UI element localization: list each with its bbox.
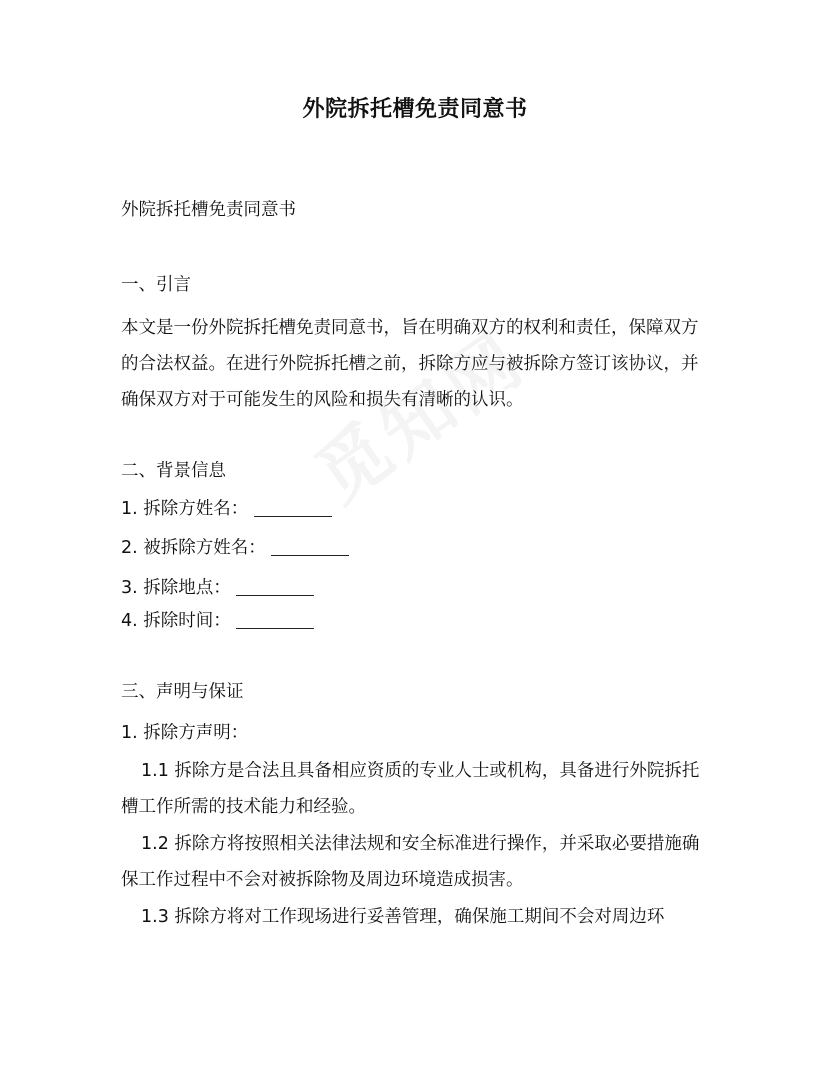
- clause-1-1: 1.1 拆除方是合法且具备相应资质的专业人士或机构，具备进行外院拆托槽工作所需的技术能力和经验。: [121, 761, 700, 817]
- blank-line: [236, 610, 314, 629]
- field-label: 1. 拆除方姓名：: [121, 499, 249, 519]
- clause-1-3: 1.3 拆除方将对工作现场进行妥善管理，确保施工期间不会对周边环: [141, 907, 665, 927]
- section1-heading: 一、引言: [121, 275, 191, 295]
- field-label: 4. 拆除时间：: [121, 611, 231, 631]
- field-time: [121, 609, 314, 633]
- blank-line: [254, 498, 332, 517]
- section3-item1-heading: 1. 拆除方声明：: [121, 723, 249, 743]
- document-subtitle: 外院拆托槽免责同意书: [121, 200, 296, 220]
- field-label: 3. 拆除地点：: [121, 578, 231, 598]
- blank-line: [236, 577, 314, 596]
- field-removed-name: [121, 536, 349, 560]
- clause-1-2: 1.2 拆除方将按照相关法律法规和安全标准进行操作，并采取必要措施确保工作过程中不会对被拆除物及周边环境造成损害。: [121, 834, 700, 890]
- section3-heading: 三、声明与保证: [121, 682, 244, 702]
- blank-line: [271, 537, 349, 556]
- field-remover-name: [121, 497, 332, 521]
- section1-body: 本文是一份外院拆托槽免责同意书，旨在明确双方的权利和责任，保障双方的合法权益。在进行外院拆托槽之前，拆除方应与被拆除方签订该协议，并确保双方对于可能发生的风险和损失有清晰的认识。: [121, 318, 699, 410]
- document-title: 外院拆托槽免责同意书: [302, 97, 528, 122]
- field-label: 2. 被拆除方姓名：: [121, 538, 266, 558]
- section2-heading: 二、背景信息: [121, 461, 226, 481]
- field-location: [121, 576, 314, 600]
